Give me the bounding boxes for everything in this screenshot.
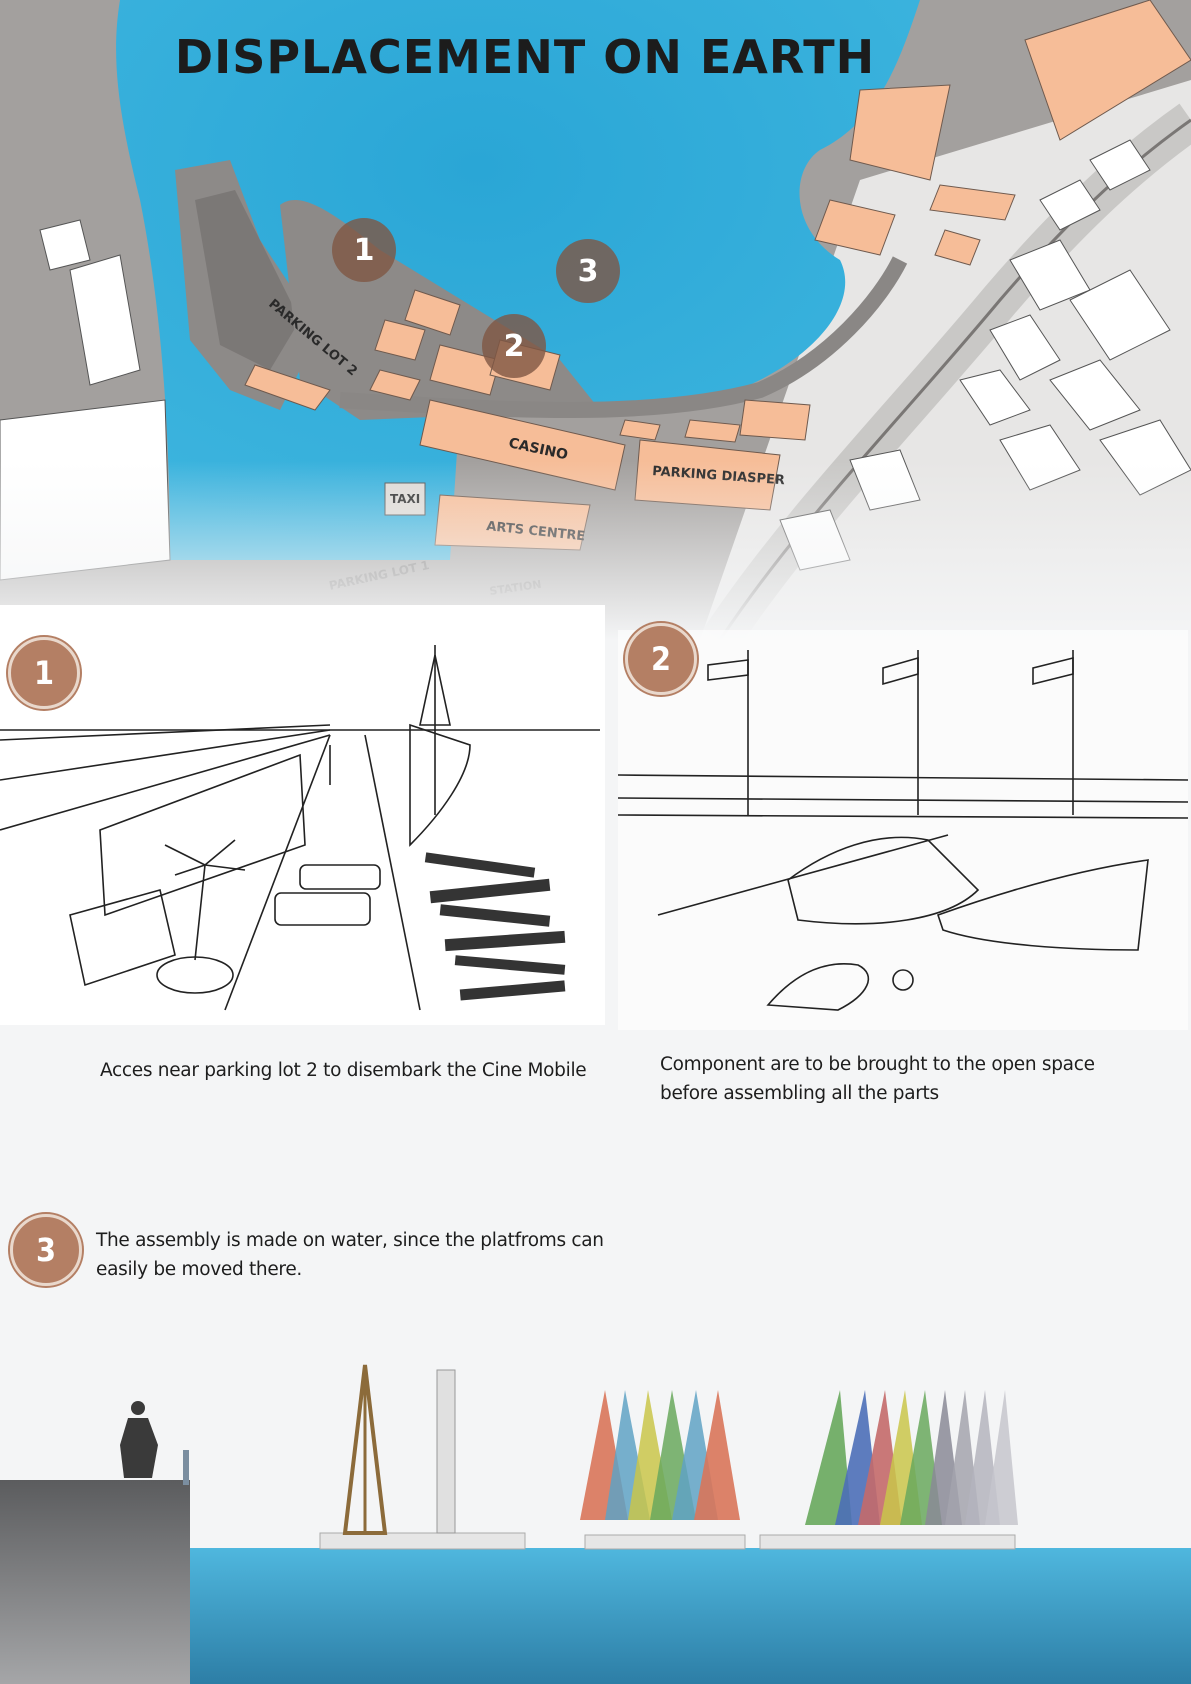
harbour-map: [0, 0, 1191, 640]
sketch-harbour-access: [0, 605, 605, 1025]
step-3-caption: The assembly is made on water, since the platfroms can easily be moved there.: [96, 1230, 604, 1280]
step-2-badge: 2: [625, 623, 697, 695]
sail-group-2: [805, 1390, 1018, 1525]
person-figure: [120, 1401, 158, 1478]
sketch-open-space-assembly: [618, 630, 1188, 1030]
sail-group-1: [580, 1390, 740, 1520]
map-marker-1: 1: [332, 218, 396, 282]
elevation-assembly-on-water: [0, 1320, 1191, 1684]
page-title: DISPLACEMENT ON EARTH: [174, 30, 876, 84]
step-2-caption: Component are to be brought to the open space before assembling all the parts: [660, 1054, 1095, 1104]
step-3-badge: 3: [10, 1214, 82, 1286]
step-1-caption: Acces near parking lot 2 to disembark the Cine Mobile: [100, 1060, 587, 1081]
step-1-badge: 1: [8, 637, 80, 709]
map-marker-3: 3: [556, 239, 620, 303]
map-marker-2: 2: [482, 314, 546, 378]
quay-wall: [0, 1480, 190, 1684]
